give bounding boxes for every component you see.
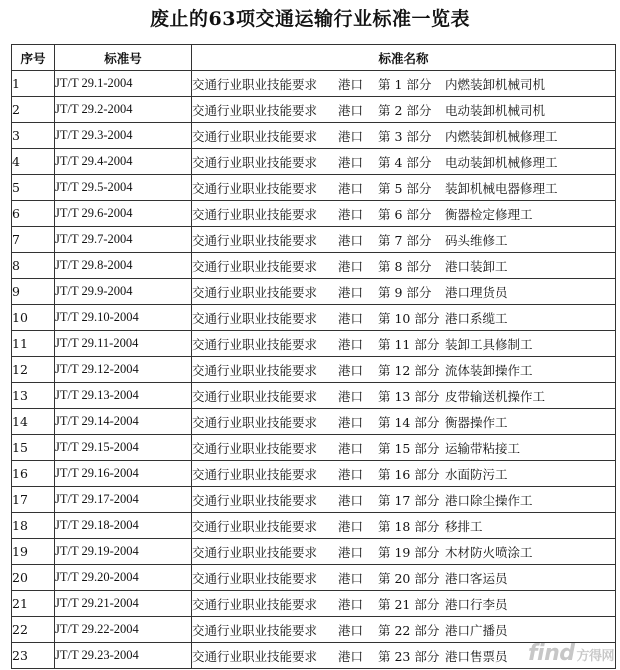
- standard-code-cell: JT/T 29.10-2004: [55, 305, 192, 331]
- name-part: 第 10 部分: [378, 310, 440, 326]
- standard-code-cell: JT/T 29.15-2004: [55, 435, 192, 461]
- name-part: 第 18 部分: [378, 518, 440, 534]
- serial-cell: 10: [12, 305, 55, 331]
- name-part: 第 7 部分: [378, 232, 432, 248]
- name-port: 港口: [338, 154, 364, 170]
- standard-code-cell: JT/T 29.12-2004: [55, 357, 192, 383]
- name-part: 第 4 部分: [378, 154, 432, 170]
- serial-cell: 6: [12, 201, 55, 227]
- header-code: 标准号: [55, 45, 192, 71]
- name-job: 衡器操作工: [445, 414, 508, 430]
- table-row: [12, 305, 616, 331]
- name-job: 内燃装卸机械司机: [445, 76, 546, 92]
- standard-name-cell: [192, 97, 616, 123]
- table-row: [12, 123, 616, 149]
- standard-name-cell: [192, 539, 616, 565]
- table-row: [12, 71, 616, 97]
- name-part: 第 12 部分: [378, 362, 440, 378]
- header-name: 标准名称: [192, 45, 616, 71]
- name-job: 装卸工具修制工: [445, 336, 533, 352]
- table-row: [12, 513, 616, 539]
- serial-cell: 15: [12, 435, 55, 461]
- table-row: [12, 435, 616, 461]
- standard-name-cell: [192, 487, 616, 513]
- header-serial: 序号: [12, 45, 55, 71]
- standard-code-cell: JT/T 29.16-2004: [55, 461, 192, 487]
- name-part: 第 19 部分: [378, 544, 440, 560]
- name-port: 港口: [338, 648, 364, 664]
- table-row: [12, 383, 616, 409]
- standard-name-cell: [192, 409, 616, 435]
- name-port: 港口: [338, 310, 364, 326]
- name-prefix: 交通行业职业技能要求: [192, 388, 318, 404]
- name-prefix: 交通行业职业技能要求: [192, 466, 318, 482]
- name-part: 第 11 部分: [378, 336, 440, 352]
- name-part: 第 14 部分: [378, 414, 440, 430]
- serial-cell: 13: [12, 383, 55, 409]
- standard-name-cell: [192, 617, 616, 643]
- name-job: 港口装卸工: [445, 258, 508, 274]
- name-part: 第 21 部分: [378, 596, 440, 612]
- name-part: 第 17 部分: [378, 492, 440, 508]
- standard-name-cell: [192, 227, 616, 253]
- serial-cell: 3: [12, 123, 55, 149]
- table-row: [12, 175, 616, 201]
- table-row: [12, 617, 616, 643]
- standard-name-cell: [192, 149, 616, 175]
- standard-code-cell: JT/T 29.7-2004: [55, 227, 192, 253]
- serial-cell: 23: [12, 643, 55, 669]
- table-row: [12, 97, 616, 123]
- name-prefix: 交通行业职业技能要求: [192, 102, 318, 118]
- standard-code-cell: JT/T 29.23-2004: [55, 643, 192, 669]
- serial-cell: 9: [12, 279, 55, 305]
- name-port: 港口: [338, 362, 364, 378]
- serial-cell: 5: [12, 175, 55, 201]
- name-job: 电动装卸机械修理工: [445, 154, 558, 170]
- name-prefix: 交通行业职业技能要求: [192, 258, 318, 274]
- serial-cell: 12: [12, 357, 55, 383]
- standard-code-cell: JT/T 29.14-2004: [55, 409, 192, 435]
- name-part: 第 6 部分: [378, 206, 432, 222]
- serial-cell: 20: [12, 565, 55, 591]
- name-port: 港口: [338, 128, 364, 144]
- name-part: 第 20 部分: [378, 570, 440, 586]
- page-title: 废止的63项交通运输行业标准一览表: [150, 8, 470, 30]
- standard-code-cell: JT/T 29.20-2004: [55, 565, 192, 591]
- name-port: 港口: [338, 518, 364, 534]
- table-row: [12, 149, 616, 175]
- name-prefix: 交通行业职业技能要求: [192, 544, 318, 560]
- name-prefix: 交通行业职业技能要求: [192, 180, 318, 196]
- name-prefix: 交通行业职业技能要求: [192, 76, 318, 92]
- standard-name-cell: [192, 305, 616, 331]
- name-job: 内燃装卸机械修理工: [445, 128, 558, 144]
- standard-code-cell: JT/T 29.19-2004: [55, 539, 192, 565]
- name-prefix: 交通行业职业技能要求: [192, 492, 318, 508]
- standard-code-cell: JT/T 29.8-2004: [55, 253, 192, 279]
- name-part: 第 15 部分: [378, 440, 440, 456]
- serial-cell: 17: [12, 487, 55, 513]
- name-port: 港口: [338, 258, 364, 274]
- name-job: 移排工: [445, 518, 483, 534]
- standard-name-cell: [192, 591, 616, 617]
- name-prefix: 交通行业职业技能要求: [192, 362, 318, 378]
- name-prefix: 交通行业职业技能要求: [192, 206, 318, 222]
- name-job: 码头维修工: [445, 232, 508, 248]
- table-row: [12, 409, 616, 435]
- name-port: 港口: [338, 544, 364, 560]
- name-job: 衡器检定修理工: [445, 206, 533, 222]
- name-port: 港口: [338, 284, 364, 300]
- table-row: [12, 461, 616, 487]
- name-job: 装卸机械电器修理工: [445, 180, 558, 196]
- serial-cell: 11: [12, 331, 55, 357]
- watermark-logo: [528, 641, 614, 666]
- name-port: 港口: [338, 570, 364, 586]
- name-part: 第 2 部分: [378, 102, 432, 118]
- name-port: 港口: [338, 414, 364, 430]
- name-prefix: 交通行业职业技能要求: [192, 232, 318, 248]
- name-prefix: 交通行业职业技能要求: [192, 154, 318, 170]
- standard-name-cell: [192, 201, 616, 227]
- standard-code-cell: JT/T 29.3-2004: [55, 123, 192, 149]
- name-job: 港口理货员: [445, 284, 508, 300]
- name-port: 港口: [338, 622, 364, 638]
- standard-name-cell: [192, 123, 616, 149]
- name-port: 港口: [338, 440, 364, 456]
- name-job: 木材防火喷涂工: [445, 544, 533, 560]
- standard-code-cell: JT/T 29.18-2004: [55, 513, 192, 539]
- serial-cell: 7: [12, 227, 55, 253]
- standard-code-cell: JT/T 29.13-2004: [55, 383, 192, 409]
- serial-cell: 14: [12, 409, 55, 435]
- name-port: 港口: [338, 596, 364, 612]
- name-prefix: 交通行业职业技能要求: [192, 284, 318, 300]
- name-port: 港口: [338, 388, 364, 404]
- serial-cell: 18: [12, 513, 55, 539]
- name-prefix: 交通行业职业技能要求: [192, 596, 318, 612]
- name-prefix: 交通行业职业技能要求: [192, 414, 318, 430]
- name-port: 港口: [338, 232, 364, 248]
- name-part: 第 8 部分: [378, 258, 432, 274]
- name-prefix: 交通行业职业技能要求: [192, 622, 318, 638]
- standard-name-cell: [192, 513, 616, 539]
- watermark-brand: find: [527, 641, 575, 666]
- name-prefix: 交通行业职业技能要求: [192, 570, 318, 586]
- table-row: [12, 227, 616, 253]
- serial-cell: 16: [12, 461, 55, 487]
- table-row: [12, 487, 616, 513]
- table-row: [12, 357, 616, 383]
- standard-code-cell: JT/T 29.17-2004: [55, 487, 192, 513]
- name-part: 第 3 部分: [378, 128, 432, 144]
- standard-name-cell: [192, 279, 616, 305]
- table-row: [12, 253, 616, 279]
- serial-cell: 2: [12, 97, 55, 123]
- table-row: [12, 539, 616, 565]
- standard-code-cell: JT/T 29.4-2004: [55, 149, 192, 175]
- name-job: 皮带输送机操作工: [445, 388, 546, 404]
- standard-name-cell: [192, 71, 616, 97]
- table-row: [12, 331, 616, 357]
- name-job: 港口客运员: [445, 570, 508, 586]
- name-port: 港口: [338, 206, 364, 222]
- standard-name-cell: [192, 461, 616, 487]
- name-part: 第 9 部分: [378, 284, 432, 300]
- name-part: 第 13 部分: [378, 388, 440, 404]
- table-header-row: [12, 45, 616, 71]
- standard-name-cell: [192, 565, 616, 591]
- standard-code-cell: JT/T 29.9-2004: [55, 279, 192, 305]
- serial-cell: 1: [12, 71, 55, 97]
- standards-table: [11, 44, 616, 669]
- standard-code-cell: JT/T 29.5-2004: [55, 175, 192, 201]
- name-port: 港口: [338, 180, 364, 196]
- name-job: 港口除尘操作工: [445, 492, 533, 508]
- name-port: 港口: [338, 466, 364, 482]
- table-row: [12, 565, 616, 591]
- table-row: [12, 591, 616, 617]
- serial-cell: 19: [12, 539, 55, 565]
- table-row: [12, 643, 616, 669]
- name-job: 港口广播员: [445, 622, 508, 638]
- standard-name-cell: [192, 383, 616, 409]
- watermark-site: 方得网: [576, 649, 614, 664]
- serial-cell: 8: [12, 253, 55, 279]
- name-part: 第 22 部分: [378, 622, 440, 638]
- name-part: 第 23 部分: [378, 648, 440, 664]
- name-job: 水面防污工: [445, 466, 508, 482]
- name-port: 港口: [338, 492, 364, 508]
- table-row: [12, 201, 616, 227]
- name-job: 运输带粘接工: [445, 440, 521, 456]
- name-job: 港口行李员: [445, 596, 508, 612]
- name-job: 电动装卸机械司机: [445, 102, 546, 118]
- name-part: 第 16 部分: [378, 466, 440, 482]
- standard-code-cell: JT/T 29.2-2004: [55, 97, 192, 123]
- name-prefix: 交通行业职业技能要求: [192, 336, 318, 352]
- name-prefix: 交通行业职业技能要求: [192, 648, 318, 664]
- name-job: 流体装卸操作工: [445, 362, 533, 378]
- standard-code-cell: JT/T 29.22-2004: [55, 617, 192, 643]
- name-prefix: 交通行业职业技能要求: [192, 440, 318, 456]
- serial-cell: 21: [12, 591, 55, 617]
- standard-code-cell: JT/T 29.6-2004: [55, 201, 192, 227]
- name-port: 港口: [338, 336, 364, 352]
- name-prefix: 交通行业职业技能要求: [192, 310, 318, 326]
- standard-name-cell: [192, 175, 616, 201]
- name-part: 第 1 部分: [378, 76, 432, 92]
- serial-cell: 4: [12, 149, 55, 175]
- standard-name-cell: [192, 253, 616, 279]
- standard-name-cell: [192, 331, 616, 357]
- standard-code-cell: JT/T 29.1-2004: [55, 71, 192, 97]
- standard-code-cell: JT/T 29.11-2004: [55, 331, 192, 357]
- serial-cell: 22: [12, 617, 55, 643]
- name-job: 港口售票员: [445, 648, 508, 664]
- name-job: 港口系缆工: [445, 310, 508, 326]
- standard-name-cell: [192, 435, 616, 461]
- name-part: 第 5 部分: [378, 180, 432, 196]
- standard-code-cell: JT/T 29.21-2004: [55, 591, 192, 617]
- name-port: 港口: [338, 102, 364, 118]
- name-prefix: 交通行业职业技能要求: [192, 128, 318, 144]
- name-prefix: 交通行业职业技能要求: [192, 518, 318, 534]
- name-port: 港口: [338, 76, 364, 92]
- standard-name-cell: [192, 357, 616, 383]
- table-row: [12, 279, 616, 305]
